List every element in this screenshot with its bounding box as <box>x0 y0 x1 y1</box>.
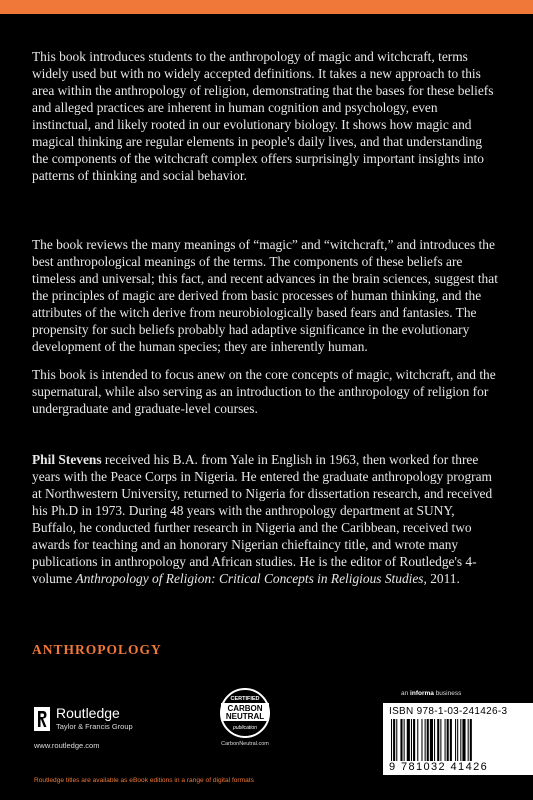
cn-publication: publication <box>233 725 257 731</box>
subject-category: ANTHROPOLOGY <box>32 642 162 657</box>
barcode-bar <box>421 719 422 761</box>
barcode-bar <box>445 719 446 761</box>
barcode-bar <box>462 719 465 761</box>
barcode-bar <box>396 719 397 761</box>
informa-brand: informa <box>410 690 434 697</box>
barcode-bar <box>470 719 472 761</box>
barcode-bar <box>417 719 418 761</box>
barcode-bar <box>404 719 405 761</box>
barcode-bar <box>450 719 452 761</box>
author-bio <box>32 451 498 587</box>
informa-prefix: an <box>401 690 411 697</box>
cn-certified: CERTIFIED <box>230 696 260 702</box>
carbon-neutral-url: CarbonNeutral.com <box>221 741 269 747</box>
barcode-icon <box>389 719 529 761</box>
description-paragraph-2: The book reviews the many meanings of “magic” and “witchcraft,” and introduces the best anthropological meanings of the terms. The components of these beliefs are timeless and universal; this fact, and recent advances in the brain sciences, suggest that the principles of magic are derived from basic processes of human thinking, and the attributes of the witch derive from neurobiologically based fears and fantasies. The propensity for such beliefs probably had adaptive significance in the evolutionary development of the human species; they are inherently human. <box>32 237 498 354</box>
description-paragraph-3: This book is intended to focus anew on the core concepts of magic, witchcraft, and the supernatural, while also serving as an introduction to the anthropology of religion for undergraduate and graduate-level courses. <box>32 367 496 416</box>
ebook-availability-note: Routledge titles are available as eBook editions in a range of digital formats <box>34 777 254 784</box>
barcode-digits: 9 781032 41426 <box>389 761 489 773</box>
barcode-bar <box>411 719 412 761</box>
barcode-bar <box>430 719 433 761</box>
barcode-bar <box>447 719 449 761</box>
barcode-bar <box>407 719 410 761</box>
barcode-bar <box>391 719 392 761</box>
carbon-neutral-badge-icon <box>215 685 275 749</box>
barcode-bar <box>440 719 441 761</box>
orange-top-band <box>0 0 533 14</box>
barcode-panel <box>383 703 533 775</box>
publisher-group: Taylor & Francis Group <box>56 722 133 731</box>
bio-text-end: , 2011. <box>423 571 460 586</box>
barcode-bar <box>400 719 402 761</box>
barcode-bar <box>437 719 439 761</box>
publisher-url: www.routledge.com <box>34 741 100 750</box>
description-paragraph-1: This book introduces students to the anthropology of magic and witchcraft, terms widely used but with no widely accepted definitions. It takes a new approach to this area within the anthropology of religion, demonstrating that the bases for these beliefs and alleged practices are inherent in human cognition and psychology, even instinctual, and likely rooted in our evolutionary biology. It shows how magic and magical thinking are regular elements in people's daily lives, and that understanding the components of the witchcraft complex offers surprisingly important insights into patterns of thinking and social behavior. <box>32 49 494 183</box>
bio-text: received his B.A. from Yale in English in 1963, then worked for three years with the Peace Corps in Nigeria. He entered the graduate anthropology program at Northwestern University, returned to Nigeria for dissertation research, and received his Ph.D in 1973. During 48 years with the anthropology department at SUNY, Buffalo, he conducted further research in Nigeria and the Caribbean, received two awards for teaching and an honorary Nigerian chieftaincy title, and wrote many publications in anthropology and African studies. He is the editor of Routledge's 4-volume <box>32 452 493 586</box>
barcode-bar <box>434 719 435 761</box>
publisher-logo-block <box>34 705 214 755</box>
publisher-name: Routledge <box>56 705 120 721</box>
barcode-bar <box>413 719 415 761</box>
routledge-r-icon <box>34 707 50 731</box>
informa-suffix: business <box>433 690 462 697</box>
isbn-label: ISBN 978-1-03-241426-3 <box>389 706 508 717</box>
barcode-bar <box>427 719 429 761</box>
bio-book-title: Anthropology of Religion: Critical Concepts in Religious Studies <box>75 571 424 586</box>
author-name: Phil Stevens <box>32 452 102 467</box>
cn-carbon: CARBON <box>227 704 263 713</box>
barcode-bar <box>457 719 458 761</box>
informa-business-label <box>401 690 461 697</box>
barcode-bar <box>455 719 456 761</box>
cn-neutral: NEUTRAL <box>225 712 265 721</box>
barcode-bar <box>460 719 461 761</box>
barcode-bar <box>425 719 426 761</box>
barcode-bar <box>468 719 469 761</box>
barcode-bar <box>393 719 395 761</box>
